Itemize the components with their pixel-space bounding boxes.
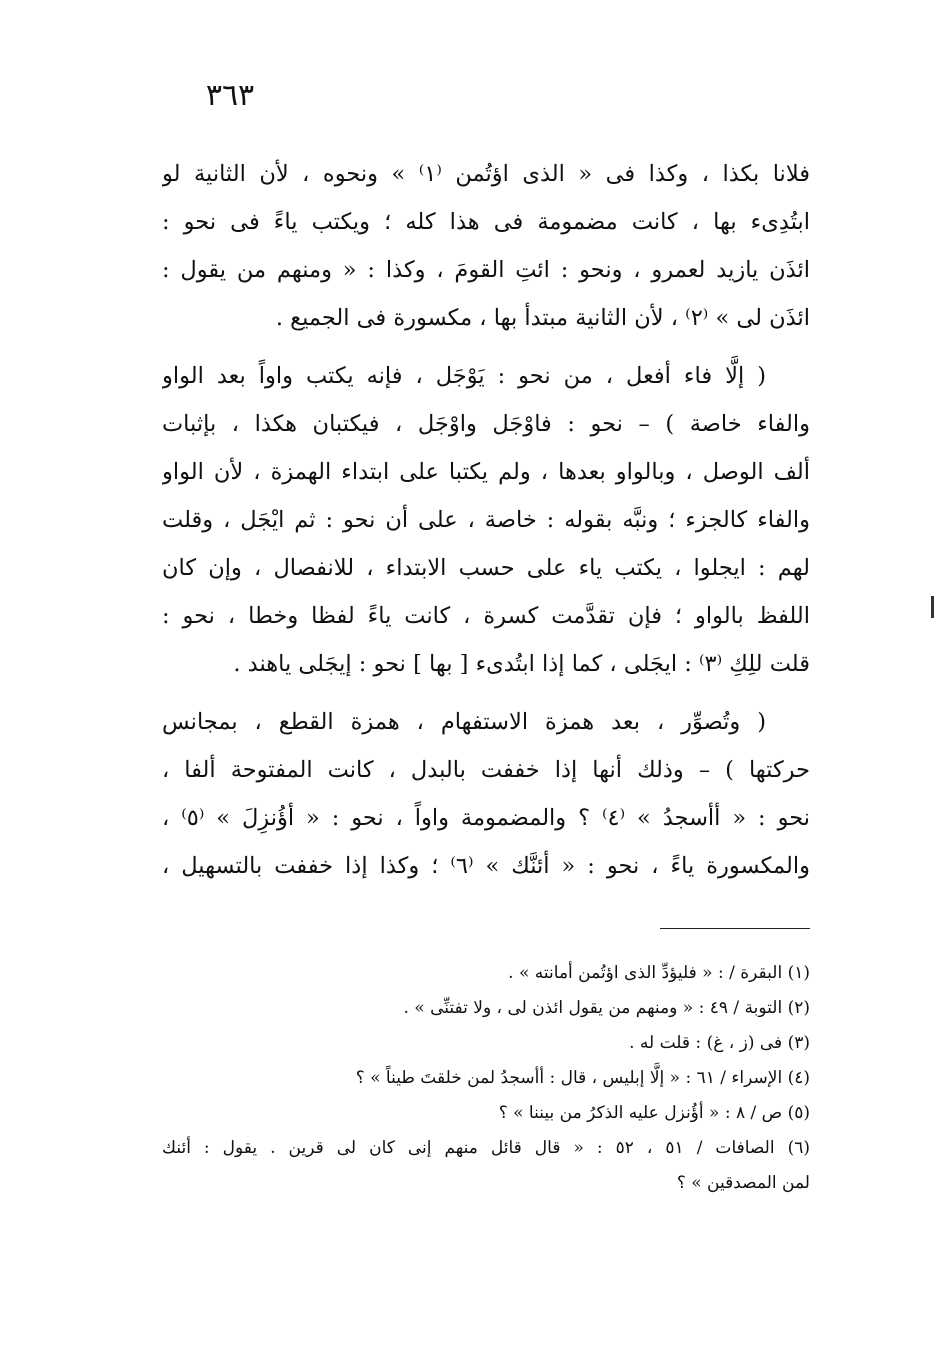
footnote: (٥) ص / ٨ : « أؤُنزل عليه الذكرُ من بيننا » ؟ — [498, 1103, 810, 1123]
footnote: (٣) فى (ز ، غ) : قلت له . — [629, 1033, 810, 1053]
text-line: ائذَن لى » ⁽٢⁾ ، لأن الثانية مبتدأ بها ، مكسورة فى الجميع . — [275, 305, 810, 331]
text-line: اللفظ بالواو ؛ فإن تقدَّمت كسرة ، كانت ياءً لفظا وخطا ، نحو : — [162, 603, 810, 629]
text-line: لهم : ايجلوا ، يكتب ياء على حسب الابتداء ، للانفصال ، وإن كان — [162, 555, 810, 581]
text-line: نحو : « أأسجدُ » ⁽٤⁾ ؟ والمضمومة واواً ، نحو : « أؤُنزِلَ » ⁽٥⁾ ، — [162, 805, 810, 831]
text-line: ألف الوصل ، وبالواو بعدها ، ولم يكتبا على ابتداء الهمزة ، لأن الواو — [162, 459, 810, 485]
text-line: حركتها ) – وذلك أنها إذا خففت بالبدل ، كانت المفتوحة ألفا ، — [162, 757, 810, 783]
footnote-continuation: لمن المصدقين » ؟ — [676, 1173, 810, 1193]
footnote-separator — [660, 928, 810, 929]
text-line: قلت للِكِ ⁽٣⁾ : ايجَلى ، كما إذا ابتُدىء [ بها ] نحو : إيجَلى ياهند . — [233, 651, 810, 677]
text-line: والفاء كالجزء ؛ ونبَّه بقوله : خاصة ، على أن نحو : ثم ايْجَل ، وقلت — [162, 507, 810, 533]
footnote: (٢) التوبة / ٤٩ : « ومنهم من يقول ائذن لى ، ولا تفتنِّى » . — [403, 998, 810, 1018]
text-line: ابتُدِىء بها ، كانت مضمومة فى هذا كله ؛ ويكتب ياءً فى نحو : — [162, 209, 810, 235]
paragraph — [162, 352, 810, 688]
text-line: والمكسورة ياءً ، نحو : « أئنَّك » ⁽٦⁾ ؛ وكذا إذا خففت بالتسهيل ، — [162, 853, 810, 879]
page-number: ٣٦٣ — [205, 78, 255, 113]
text-line: ائذَن يازيد لعمرو ، ونحو : ائتِ القومَ ، وكذا : « ومنهم من يقول : — [162, 257, 810, 283]
footnote: (٦) الصافات / ٥١ ، ٥٢ : « قال قائل منهم إنى كان لى قرين . يقول : أئنك — [162, 1138, 810, 1158]
text-line: ( إلَّا فاء أفعل ، من نحو : يَوْجَل ، فإنه يكتب واواً بعد الواو — [162, 363, 766, 389]
footnote: (١) البقرة / : « فليؤدِّ الذى اؤتُمن أمانته » . — [508, 963, 810, 983]
footnotes — [162, 956, 810, 1201]
main-text — [162, 150, 810, 890]
footnote: (٤) الإسراء / ٦١ : « إلَّا إبليس ، قال : أأسجدُ لمن خلقتَ طيناً » ؟ — [355, 1068, 810, 1088]
text-line: والفاء خاصة ) – نحو : فاوْجَل واوْجَل ، فيكتبان هكذا ، بإثبات — [162, 411, 810, 437]
scan-edge-mark — [931, 596, 934, 618]
paragraph — [162, 698, 810, 890]
text-line: ( وتُصوِّر ، بعد همزة الاستفهام ، همزة القطع ، بمجانس — [162, 709, 766, 735]
paragraph — [162, 150, 810, 342]
text-line: فلانا بكذا ، وكذا فى « الذى اؤتُمن ⁽١⁾ » ونحوه ، لأن الثانية لو — [162, 161, 810, 187]
